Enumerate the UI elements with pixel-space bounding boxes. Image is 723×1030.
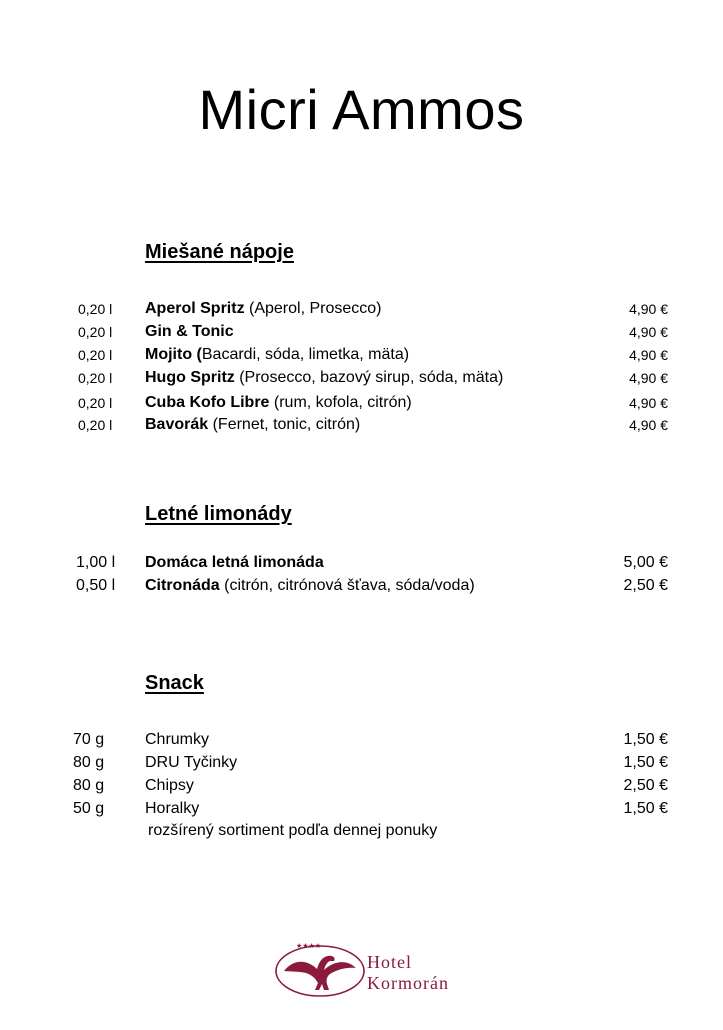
- menu-item-row: [0, 775, 723, 797]
- item-quantity: 70 g: [73, 731, 105, 748]
- menu-item-row: [0, 367, 723, 389]
- menu-item-row: [0, 392, 723, 414]
- section-heading-lemonades: Letné limonády: [145, 503, 292, 525]
- item-price: 5,00 €: [623, 554, 668, 571]
- menu-item-row: [0, 321, 723, 343]
- menu-item-row: [0, 298, 723, 320]
- item-price: 4,90 €: [629, 301, 668, 317]
- item-quantity: 80 g: [73, 777, 105, 794]
- item-description: (Prosecco, bazový sirup, sóda, mäta): [234, 369, 504, 386]
- item-name: Chrumky: [145, 731, 210, 748]
- item-name-bold: Mojito (: [145, 346, 202, 363]
- item-name: [145, 575, 475, 597]
- item-name-bold: Cuba Kofo Libre: [145, 394, 270, 411]
- item-name-bold: Gin & Tonic: [145, 323, 234, 340]
- logo-stars: ★★★★: [296, 942, 322, 950]
- logo-line-hotel: Hotel: [367, 952, 412, 972]
- item-description: (rum, kofola, citrón): [269, 394, 412, 411]
- menu-item-row: [0, 798, 723, 820]
- item-quantity: 0,20 l: [78, 370, 113, 386]
- item-quantity: 50 g: [73, 800, 105, 817]
- item-description: (Fernet, tonic, citrón): [208, 416, 361, 433]
- logo-line-kormoran: Kormorán: [367, 973, 449, 993]
- item-price: 1,50 €: [623, 754, 668, 771]
- menu-item-row: [0, 552, 723, 574]
- menu-title: Micri Ammos: [198, 78, 525, 141]
- item-name: [145, 298, 382, 320]
- item-quantity: 0,50 l: [76, 577, 116, 594]
- item-price: 4,90 €: [629, 324, 668, 340]
- item-quantity: 0,20 l: [78, 324, 113, 340]
- item-name: [145, 552, 324, 574]
- item-price: 4,90 €: [629, 395, 668, 411]
- item-name: DRU Tyčinky: [145, 754, 238, 771]
- menu-item-row: [0, 344, 723, 366]
- item-quantity: 80 g: [73, 754, 105, 771]
- item-description: (citrón, citrónová šťava, sóda/voda): [219, 577, 475, 594]
- item-price: 4,90 €: [629, 370, 668, 386]
- menu-item-row: [0, 752, 723, 774]
- assortment-note: rozšírený sortiment podľa dennej ponuky: [148, 822, 438, 839]
- item-quantity: 0,20 l: [78, 347, 113, 363]
- item-quantity: 0,20 l: [78, 417, 113, 433]
- section-heading-mixed-drinks: Miešané nápoje: [145, 241, 294, 263]
- item-description: Bacardi, sóda, limetka, mäta): [201, 346, 410, 363]
- item-quantity: 0,20 l: [78, 301, 113, 317]
- item-name-bold: Aperol Spritz: [145, 300, 245, 317]
- item-name-bold: Domáca letná limonáda: [145, 554, 324, 571]
- item-name: Horalky: [145, 800, 200, 817]
- item-price: 1,50 €: [623, 731, 668, 748]
- menu-item-row: [0, 729, 723, 751]
- cormorant-logo-icon: [270, 938, 370, 1000]
- item-name-bold: Citronáda: [145, 577, 220, 594]
- item-description: (Aperol, Prosecco): [244, 300, 382, 317]
- item-price: 2,50 €: [623, 777, 668, 794]
- item-quantity: 1,00 l: [76, 554, 116, 571]
- menu-item-row: [0, 414, 723, 436]
- item-price: 1,50 €: [623, 800, 668, 817]
- item-quantity: 0,20 l: [78, 395, 113, 411]
- item-price: 2,50 €: [623, 577, 668, 594]
- item-name: Chipsy: [145, 777, 194, 794]
- item-name: [145, 414, 360, 436]
- item-name: [145, 392, 412, 414]
- menu-item-row: [0, 575, 723, 597]
- item-name: [145, 344, 409, 366]
- item-name: [145, 367, 503, 389]
- section-heading-snack: Snack: [145, 672, 204, 694]
- item-price: 4,90 €: [629, 417, 668, 433]
- item-name-bold: Hugo Spritz: [145, 369, 235, 386]
- item-name: [145, 321, 234, 343]
- item-name-bold: Bavorák: [145, 416, 209, 433]
- item-price: 4,90 €: [629, 347, 668, 363]
